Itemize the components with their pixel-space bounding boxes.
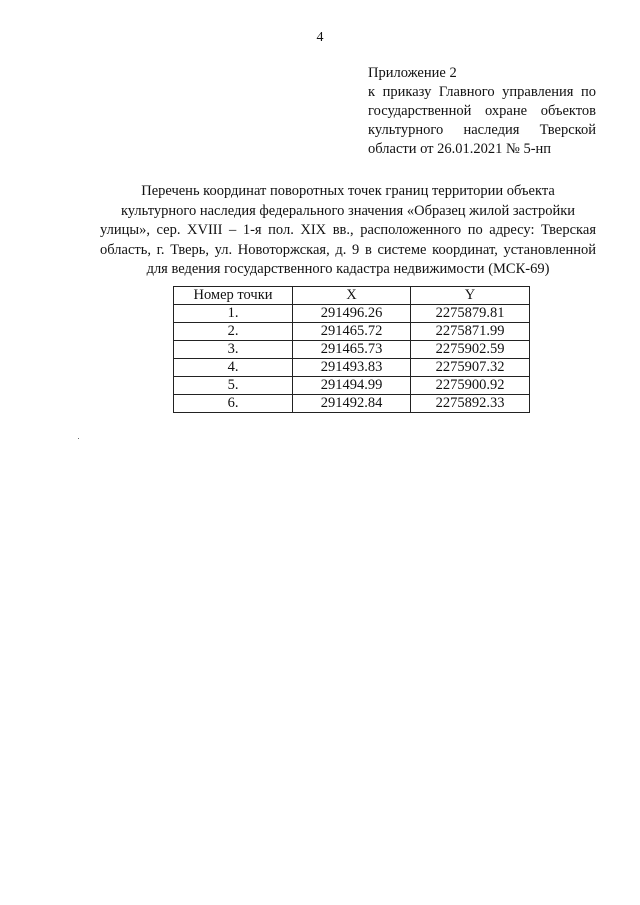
appendix-line: государственной охране объектов (368, 103, 596, 119)
cell-x: 291465.72 (293, 323, 411, 341)
heading-line: область, г. Тверь, ул. Новоторжская, д. 9 в системе координат, установленной (100, 241, 596, 258)
cell-y: 2275879.81 (411, 305, 530, 323)
coordinates-table (173, 286, 530, 413)
column-header-point-number: Номер точки (174, 287, 293, 305)
heading-line: Перечень координат поворотных точек границ территории объекта (141, 183, 555, 199)
cell-y: 2275907.32 (411, 359, 530, 377)
cell-point-number: 6. (174, 395, 293, 413)
cell-y: 2275900.92 (411, 377, 530, 395)
cell-y: 2275902.59 (411, 341, 530, 359)
column-header-y: Y (411, 287, 530, 305)
cell-x: 291494.99 (293, 377, 411, 395)
appendix-line: области от 26.01.2021 № 5-нп (368, 141, 552, 157)
heading-line: для ведения государственного кадастра недвижимости (МСК-69) (146, 261, 550, 277)
document-heading (100, 182, 596, 280)
cell-x: 291493.83 (293, 359, 411, 377)
cell-point-number: 5. (174, 377, 293, 395)
table-row (174, 305, 530, 323)
appendix-line: к приказу Главного управления по (368, 84, 596, 100)
table-row (174, 359, 530, 377)
appendix-line: Приложение 2 (368, 65, 457, 81)
cell-x: 291465.73 (293, 341, 411, 359)
page-number: 4 (316, 30, 324, 45)
table-header-row (174, 287, 530, 305)
table-row (174, 341, 530, 359)
cell-x: 291492.84 (293, 395, 411, 413)
appendix-block (368, 64, 596, 159)
table-row (174, 323, 530, 341)
cell-point-number: 4. (174, 359, 293, 377)
table-row (174, 395, 530, 413)
heading-line: культурного наследия федерального значения «Образец жилой застройки (120, 202, 576, 219)
cell-x: 291496.26 (293, 305, 411, 323)
cell-point-number: 1. (174, 305, 293, 323)
cell-y: 2275871.99 (411, 323, 530, 341)
cell-y: 2275892.33 (411, 395, 530, 413)
cell-point-number: 2. (174, 323, 293, 341)
scan-speck (78, 438, 79, 439)
heading-line: улицы», сер. XVIII – 1-я пол. XIX вв., расположенного по адресу: Тверская (100, 222, 596, 238)
appendix-line: культурного наследия Тверской (368, 122, 596, 138)
column-header-x: X (293, 287, 411, 305)
cell-point-number: 3. (174, 341, 293, 359)
table-row (174, 377, 530, 395)
